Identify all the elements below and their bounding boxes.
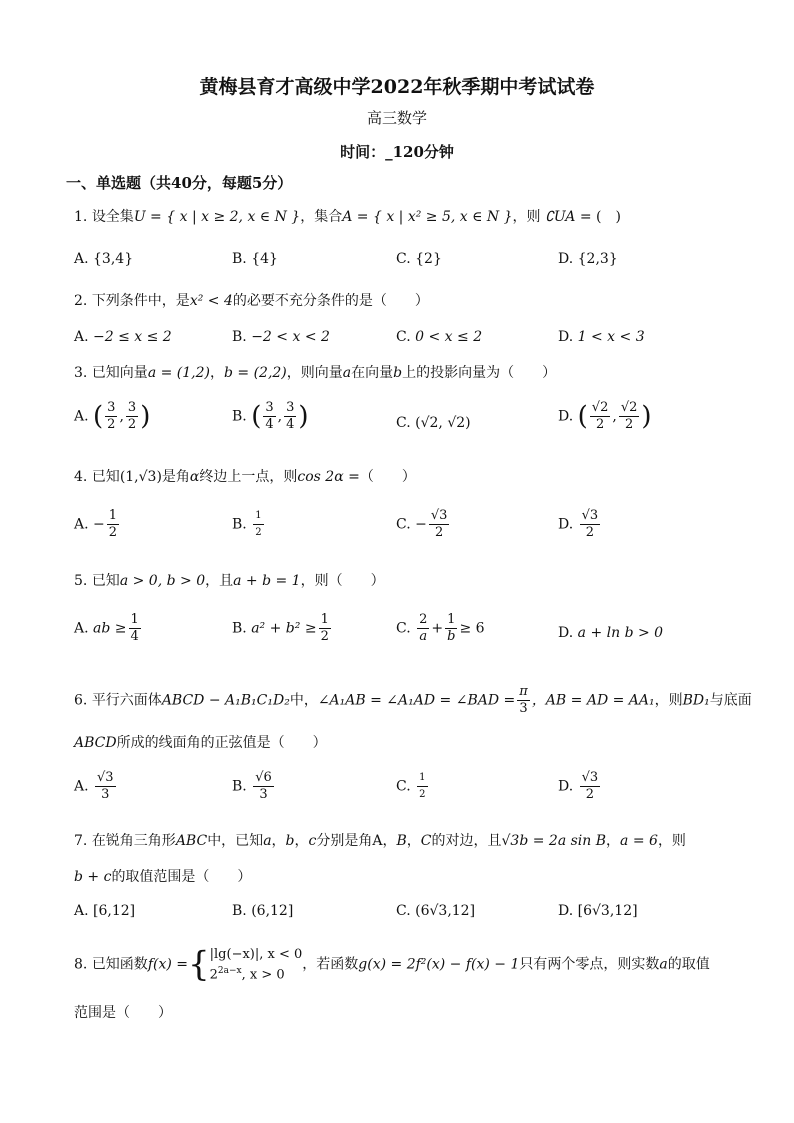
q3-option-c[interactable]: C. (√2, √2)	[396, 415, 471, 431]
q7-option-b[interactable]: B. (6,12]	[232, 903, 294, 919]
q5-option-c[interactable]: C. $\frac{2}{a}$ + $\frac{1}{b}$ ≥ 6	[396, 612, 485, 644]
question-7-line2: b + c的取值范围是（ ）	[74, 869, 252, 885]
q4-option-b[interactable]: B. $\frac{1}{2}$	[232, 510, 262, 538]
question-7: 7. 在锐角三角形ABC中，已知a，b，c分别是角A，B，C的对边，且√3b = 2a sin B，a = 6，则	[74, 833, 686, 849]
q7-option-c[interactable]: C. (6√3,12]	[396, 903, 476, 919]
q3-option-d[interactable]: D. ( $\frac{√2}{2}$ , $\frac{√2}{2}$ )	[558, 400, 652, 432]
question-1: 1. 设全集U = { x | x ≥ 2, x ∈ N }，集合A = { x | x² ≥ 5, x ∈ N }，则 ∁UA = ( )	[74, 209, 621, 225]
q2-option-a[interactable]: A. −2 ≤ x ≤ 2	[74, 329, 172, 345]
question-6: 6. 平行六面体ABCD − A₁B₁C₁D₂中，∠A₁AB = ∠A₁AD = ∠BAD = $\frac{\pi}{3}$ ，AB = AD = AA₁，则BD₁与底面	[74, 684, 752, 716]
question-2: 2. 下列条件中，是x² < 4的必要不充分条件的是（ ）	[74, 293, 429, 309]
q4-option-c[interactable]: C. − $\frac{√3}{2}$	[396, 508, 448, 540]
question-8: 8. 已知函数f(x) ={|lg(−x)|, x < 0 $2^{2a-x}$, x > 0，若函数g(x) = 2f²(x) − f(x) − 1只有两个零点，则实数a的取值	[74, 944, 710, 985]
exam-time: 时间：_120分钟	[340, 143, 454, 161]
q1-option-b[interactable]: B. {4}	[232, 251, 278, 267]
page-title: 黄梅县育才高级中学2022年秋季期中考试试卷	[199, 76, 595, 98]
q6-option-d[interactable]: D. $\frac{√3}{2}$	[558, 770, 599, 802]
q6-option-c[interactable]: C. $\frac{1}{2}$	[396, 772, 426, 800]
q1-option-c[interactable]: C. {2}	[396, 251, 442, 267]
q7-option-d[interactable]: D. [6√3,12]	[558, 903, 638, 919]
q6-option-b[interactable]: B. $\frac{√6}{3}$	[232, 770, 272, 802]
exam-subject: 高三数学	[366, 109, 427, 127]
q5-option-b[interactable]: B. a² + b² ≥ $\frac{1}{2}$	[232, 612, 329, 644]
q3-option-a[interactable]: A. ( $\frac{3}{2}$ , $\frac{3}{2}$ )	[74, 400, 151, 432]
q5-option-d[interactable]: D. a + ln b > 0	[558, 625, 664, 641]
section-title: 一、单选题（共40分，每题5分）	[66, 174, 293, 192]
q3-option-b[interactable]: B. ( $\frac{3}{4}$ , $\frac{3}{4}$ )	[232, 400, 309, 432]
q1-option-d[interactable]: D. {2,3}	[558, 251, 618, 267]
question-4: 4. 已知(1,√3)是角α终边上一点，则cos 2α =（ ）	[74, 469, 416, 485]
q4-option-d[interactable]: D. $\frac{√3}{2}$	[558, 508, 599, 540]
q5-option-a[interactable]: A. ab ≥ $\frac{1}{4}$	[74, 612, 139, 644]
q1-option-a[interactable]: A. {3,4}	[74, 251, 134, 267]
q2-option-b[interactable]: B. −2 < x < 2	[232, 329, 330, 345]
q4-option-a[interactable]: A. − $\frac{1}{2}$	[74, 508, 118, 540]
q6-option-a[interactable]: A. $\frac{√3}{3}$	[74, 770, 114, 802]
q2-option-d[interactable]: D. 1 < x < 3	[558, 329, 645, 345]
question-6-line2: ABCD所成的线面角的正弦值是（ ）	[74, 735, 327, 751]
question-5: 5. 已知a > 0, b > 0，且a + b = 1，则（ ）	[74, 573, 385, 589]
question-3: 3. 已知向量a = (1,2)，b = (2,2)，则向量a在向量b上的投影向量为（ ）	[74, 365, 557, 381]
q7-option-a[interactable]: A. [6,12]	[74, 903, 136, 919]
q2-option-c[interactable]: C. 0 < x ≤ 2	[396, 329, 483, 345]
question-8-line2: 范围是（ ）	[74, 1005, 172, 1021]
